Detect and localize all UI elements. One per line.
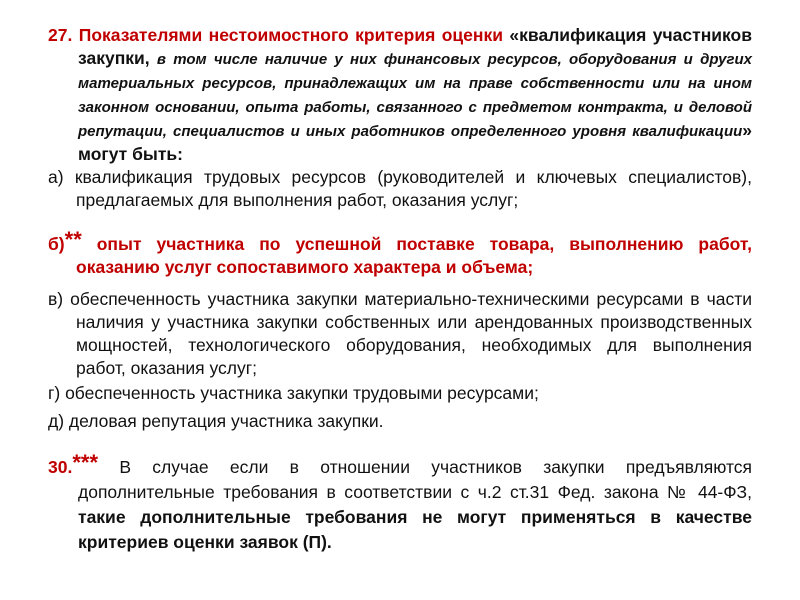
paragraph-30-number: 30. xyxy=(48,457,73,477)
list-item-d xyxy=(48,410,752,433)
list-item-a-text: а) квалификация трудовых ресурсов (руководителей и ключевых специалистов), предлагаемых для выполнения работ, оказания услуг; xyxy=(48,167,752,210)
paragraph-30-text: В случае если в отношении участников закупки предъявляются дополнительные требования в соответствии с ч.2 ст.31 Фед. закона № 44-ФЗ, xyxy=(78,457,752,502)
list-item-d-text: д) деловая репутация участника закупки. xyxy=(48,411,384,431)
paragraph-27-number: 27. xyxy=(48,25,73,45)
paragraph-27-bold-phrase: квалификация участников закупки, xyxy=(78,25,752,68)
list-item-a xyxy=(48,166,752,212)
list-item-b-stars: ** xyxy=(64,227,82,252)
paragraph-30-bold-text: такие дополнительные требования не могут применяться в качестве критериев оценки заявок (П). xyxy=(78,507,752,552)
list-item-v-text: в) обеспеченность участника закупки материально-техническими ресурсами в части наличия у участника закупки собственных или арендованных производственных мощностей, технологического оборудования, необходимых для выполнения работ, оказания услуг; xyxy=(48,289,752,378)
list-item-b-text: опыт участника по успешной поставке товара, выполнению работ, оказанию услуг сопоставимого характера и объема; xyxy=(76,234,752,277)
list-item-g-text: г) обеспеченность участника закупки трудовыми ресурсами; xyxy=(48,383,539,403)
paragraph-30 xyxy=(48,450,752,555)
paragraph-27-title: Показателями нестоимостного критерия оценки xyxy=(78,25,504,45)
paragraph-27 xyxy=(48,24,752,166)
paragraph-27-ending: » могут быть: xyxy=(78,120,752,164)
paragraph-27-quote-open: « xyxy=(503,25,520,45)
list-item-b xyxy=(48,228,752,279)
list-item-b-prefix: б) xyxy=(48,234,65,254)
paragraph-30-stars: *** xyxy=(72,450,99,475)
list-item-g xyxy=(48,382,752,405)
paragraph-27-italic-text: в том числе наличие у них финансовых ресурсов, оборудования и других материальных ресурсов, принадлежащих им на праве собственности или на ином законном основании, опыта работы, связанного с предметом контракта, и деловой репутации, специалистов и иных работников определенного уровня квалификации xyxy=(78,51,752,140)
list-item-v xyxy=(48,288,752,380)
